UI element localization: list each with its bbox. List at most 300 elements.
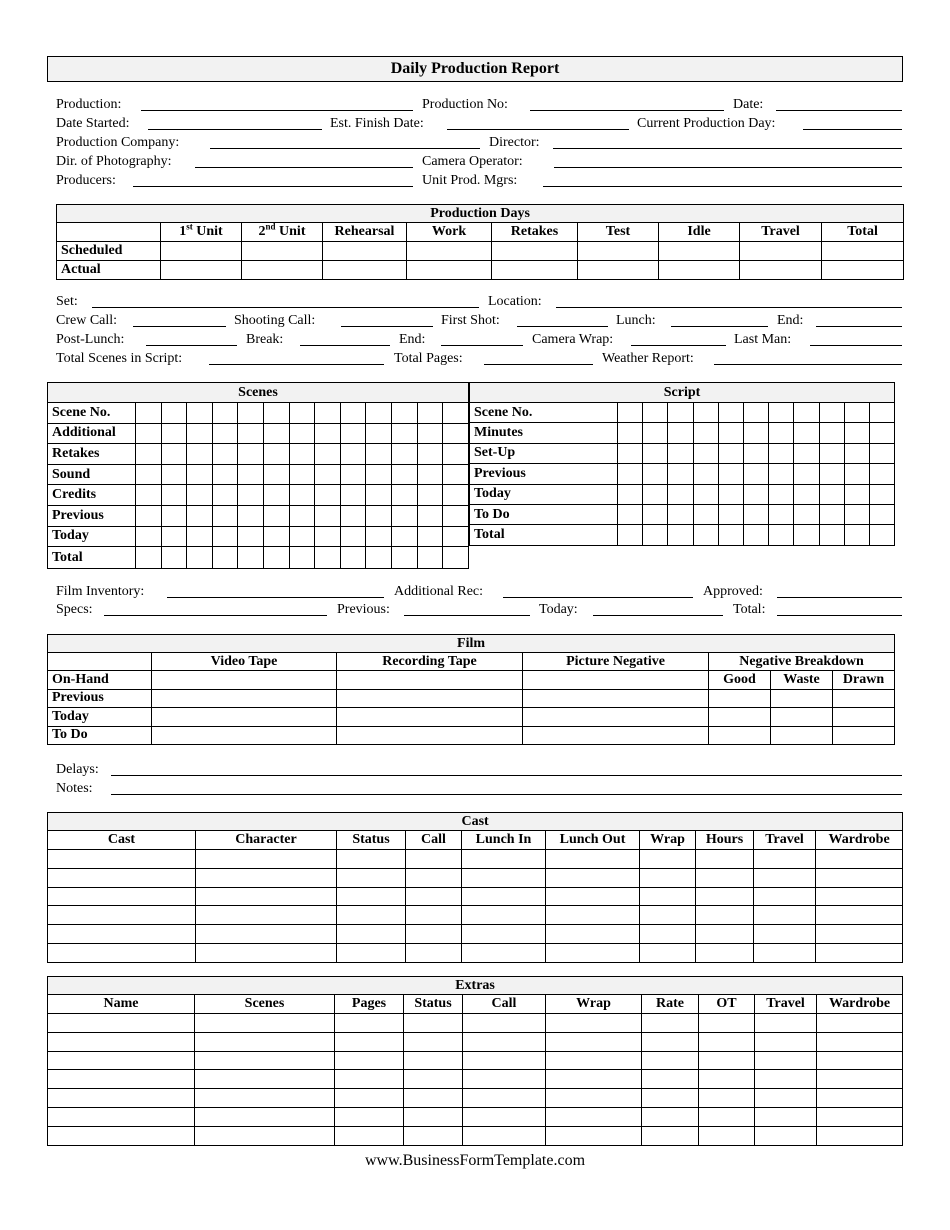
entry-cell[interactable] (668, 443, 693, 463)
entry-cell[interactable] (48, 925, 196, 944)
entry-cell[interactable] (404, 1051, 463, 1070)
entry-cell[interactable] (212, 547, 238, 569)
entry-cell[interactable] (578, 242, 659, 261)
entry-cell[interactable] (417, 403, 443, 424)
entry-cell[interactable] (161, 505, 187, 526)
entry-cell[interactable] (743, 525, 768, 545)
entry-cell[interactable] (404, 1032, 463, 1051)
entry-cell[interactable] (315, 485, 341, 506)
entry-cell[interactable] (699, 1014, 755, 1033)
entry-cell[interactable] (699, 1089, 755, 1108)
dop-field[interactable] (195, 167, 413, 168)
entry-cell[interactable] (212, 526, 238, 547)
entry-cell[interactable] (718, 484, 743, 504)
entry-cell[interactable] (366, 444, 392, 465)
entry-cell[interactable] (161, 261, 242, 280)
entry-cell[interactable] (492, 261, 578, 280)
entry-cell[interactable] (718, 403, 743, 423)
entry-cell[interactable] (755, 1107, 817, 1126)
delays-field[interactable] (111, 775, 902, 776)
entry-cell[interactable] (242, 261, 323, 280)
entry-cell[interactable] (264, 464, 290, 485)
entry-cell[interactable] (618, 504, 643, 524)
entry-cell[interactable] (754, 925, 816, 944)
entry-cell[interactable] (668, 403, 693, 423)
entry-cell[interactable] (754, 943, 816, 962)
entry-cell[interactable] (755, 1051, 817, 1070)
entry-cell[interactable] (187, 444, 213, 465)
entry-cell[interactable] (709, 726, 771, 745)
entry-cell[interactable] (642, 1107, 699, 1126)
entry-cell[interactable] (693, 403, 718, 423)
entry-cell[interactable] (816, 850, 903, 869)
entry-cell[interactable] (48, 1070, 195, 1089)
entry-cell[interactable] (443, 464, 469, 485)
entry-cell[interactable] (406, 868, 462, 887)
entry-cell[interactable] (817, 1126, 903, 1145)
entry-cell[interactable] (289, 423, 315, 444)
entry-cell[interactable] (136, 547, 162, 569)
entry-cell[interactable] (264, 444, 290, 465)
entry-cell[interactable] (136, 485, 162, 506)
entry-cell[interactable] (546, 1126, 642, 1145)
entry-cell[interactable] (754, 868, 816, 887)
entry-cell[interactable] (463, 1051, 546, 1070)
entry-cell[interactable] (443, 505, 469, 526)
entry-cell[interactable] (391, 423, 417, 444)
entry-cell[interactable] (48, 1089, 195, 1108)
entry-cell[interactable] (794, 464, 819, 484)
entry-cell[interactable] (48, 943, 196, 962)
entry-cell[interactable] (406, 906, 462, 925)
entry-cell[interactable] (212, 464, 238, 485)
entry-cell[interactable] (238, 505, 264, 526)
entry-cell[interactable] (212, 505, 238, 526)
entry-cell[interactable] (816, 906, 903, 925)
entry-cell[interactable] (443, 403, 469, 424)
entry-cell[interactable] (315, 505, 341, 526)
entry-cell[interactable] (196, 943, 337, 962)
entry-cell[interactable] (817, 1014, 903, 1033)
entry-cell[interactable] (642, 1126, 699, 1145)
entry-cell[interactable] (523, 671, 709, 690)
entry-cell[interactable] (668, 504, 693, 524)
entry-cell[interactable] (546, 1014, 642, 1033)
entry-cell[interactable] (819, 484, 844, 504)
entry-cell[interactable] (699, 1070, 755, 1089)
entry-cell[interactable] (417, 547, 443, 569)
entry-cell[interactable] (264, 505, 290, 526)
entry-cell[interactable] (136, 423, 162, 444)
entry-cell[interactable] (340, 505, 366, 526)
entry-cell[interactable] (366, 423, 392, 444)
entry-cell[interactable] (289, 444, 315, 465)
est-finish-field[interactable] (447, 129, 629, 130)
entry-cell[interactable] (315, 444, 341, 465)
entry-cell[interactable] (769, 443, 794, 463)
entry-cell[interactable] (366, 464, 392, 485)
entry-cell[interactable] (195, 1051, 335, 1070)
entry-cell[interactable] (643, 403, 668, 423)
entry-cell[interactable] (443, 444, 469, 465)
entry-cell[interactable] (640, 906, 696, 925)
entry-cell[interactable] (869, 525, 894, 545)
entry-cell[interactable] (769, 504, 794, 524)
entry-cell[interactable] (337, 671, 523, 690)
entry-cell[interactable] (618, 464, 643, 484)
entry-cell[interactable] (337, 943, 406, 962)
entry-cell[interactable] (718, 423, 743, 443)
entry-cell[interactable] (668, 464, 693, 484)
specs-field[interactable] (104, 615, 327, 616)
entry-cell[interactable] (844, 403, 869, 423)
entry-cell[interactable] (755, 1126, 817, 1145)
entry-cell[interactable] (794, 443, 819, 463)
entry-cell[interactable] (699, 1051, 755, 1070)
entry-cell[interactable] (819, 423, 844, 443)
entry-cell[interactable] (794, 423, 819, 443)
entry-cell[interactable] (844, 525, 869, 545)
entry-cell[interactable] (152, 671, 337, 690)
entry-cell[interactable] (289, 526, 315, 547)
entry-cell[interactable] (462, 943, 546, 962)
entry-cell[interactable] (335, 1032, 404, 1051)
set-field[interactable] (92, 307, 479, 308)
entry-cell[interactable] (195, 1032, 335, 1051)
entry-cell[interactable] (337, 689, 523, 708)
entry-cell[interactable] (869, 464, 894, 484)
last-man-field[interactable] (810, 345, 902, 346)
entry-cell[interactable] (391, 505, 417, 526)
entry-cell[interactable] (161, 403, 187, 424)
entry-cell[interactable] (463, 1070, 546, 1089)
entry-cell[interactable] (187, 526, 213, 547)
entry-cell[interactable] (618, 525, 643, 545)
entry-cell[interactable] (817, 1032, 903, 1051)
entry-cell[interactable] (161, 444, 187, 465)
entry-cell[interactable] (642, 1032, 699, 1051)
entry-cell[interactable] (668, 423, 693, 443)
entry-cell[interactable] (755, 1089, 817, 1108)
entry-cell[interactable] (668, 484, 693, 504)
entry-cell[interactable] (212, 444, 238, 465)
entry-cell[interactable] (195, 1089, 335, 1108)
entry-cell[interactable] (755, 1014, 817, 1033)
entry-cell[interactable] (264, 526, 290, 547)
entry-cell[interactable] (771, 708, 833, 727)
entry-cell[interactable] (366, 403, 392, 424)
entry-cell[interactable] (48, 906, 196, 925)
entry-cell[interactable] (238, 423, 264, 444)
entry-cell[interactable] (337, 850, 406, 869)
entry-cell[interactable] (48, 868, 196, 887)
entry-cell[interactable] (693, 464, 718, 484)
entry-cell[interactable] (462, 887, 546, 906)
entry-cell[interactable] (337, 868, 406, 887)
entry-cell[interactable] (618, 443, 643, 463)
entry-cell[interactable] (640, 943, 696, 962)
entry-cell[interactable] (406, 925, 462, 944)
entry-cell[interactable] (366, 526, 392, 547)
entry-cell[interactable] (136, 403, 162, 424)
entry-cell[interactable] (743, 484, 768, 504)
entry-cell[interactable] (161, 242, 242, 261)
total-field[interactable] (777, 615, 902, 616)
entry-cell[interactable] (391, 464, 417, 485)
total-scenes-field[interactable] (209, 364, 384, 365)
entry-cell[interactable] (340, 485, 366, 506)
entry-cell[interactable] (618, 484, 643, 504)
entry-cell[interactable] (315, 403, 341, 424)
entry-cell[interactable] (289, 505, 315, 526)
entry-cell[interactable] (769, 484, 794, 504)
entry-cell[interactable] (48, 1032, 195, 1051)
entry-cell[interactable] (546, 1107, 642, 1126)
entry-cell[interactable] (407, 261, 492, 280)
entry-cell[interactable] (195, 1070, 335, 1089)
entry-cell[interactable] (696, 943, 754, 962)
entry-cell[interactable] (443, 547, 469, 569)
entry-cell[interactable] (743, 504, 768, 524)
entry-cell[interactable] (391, 547, 417, 569)
entry-cell[interactable] (238, 547, 264, 569)
entry-cell[interactable] (699, 1032, 755, 1051)
entry-cell[interactable] (48, 887, 196, 906)
entry-cell[interactable] (771, 689, 833, 708)
entry-cell[interactable] (546, 1032, 642, 1051)
entry-cell[interactable] (718, 525, 743, 545)
today-field[interactable] (593, 615, 723, 616)
entry-cell[interactable] (693, 484, 718, 504)
previous-field[interactable] (404, 615, 530, 616)
entry-cell[interactable] (187, 485, 213, 506)
entry-cell[interactable] (718, 464, 743, 484)
entry-cell[interactable] (289, 464, 315, 485)
entry-cell[interactable] (335, 1051, 404, 1070)
entry-cell[interactable] (323, 261, 407, 280)
entry-cell[interactable] (391, 485, 417, 506)
entry-cell[interactable] (136, 464, 162, 485)
entry-cell[interactable] (161, 547, 187, 569)
entry-cell[interactable] (817, 1107, 903, 1126)
entry-cell[interactable] (693, 443, 718, 463)
entry-cell[interactable] (335, 1014, 404, 1033)
entry-cell[interactable] (212, 485, 238, 506)
approved-field[interactable] (777, 597, 902, 598)
entry-cell[interactable] (816, 925, 903, 944)
entry-cell[interactable] (366, 505, 392, 526)
entry-cell[interactable] (335, 1089, 404, 1108)
entry-cell[interactable] (659, 261, 740, 280)
entry-cell[interactable] (195, 1107, 335, 1126)
entry-cell[interactable] (404, 1107, 463, 1126)
entry-cell[interactable] (289, 403, 315, 424)
entry-cell[interactable] (196, 850, 337, 869)
production-no-field[interactable] (530, 110, 724, 111)
break-field[interactable] (300, 345, 390, 346)
entry-cell[interactable] (643, 464, 668, 484)
entry-cell[interactable] (740, 242, 822, 261)
entry-cell[interactable] (769, 403, 794, 423)
entry-cell[interactable] (238, 464, 264, 485)
entry-cell[interactable] (337, 887, 406, 906)
entry-cell[interactable] (417, 485, 443, 506)
entry-cell[interactable] (136, 505, 162, 526)
entry-cell[interactable] (640, 925, 696, 944)
entry-cell[interactable] (817, 1070, 903, 1089)
entry-cell[interactable] (546, 1070, 642, 1089)
entry-cell[interactable] (822, 242, 904, 261)
entry-cell[interactable] (417, 464, 443, 485)
entry-cell[interactable] (578, 261, 659, 280)
entry-cell[interactable] (546, 925, 640, 944)
entry-cell[interactable] (640, 850, 696, 869)
additional-rec-field[interactable] (503, 597, 693, 598)
entry-cell[interactable] (417, 505, 443, 526)
entry-cell[interactable] (404, 1089, 463, 1108)
entry-cell[interactable] (819, 504, 844, 524)
entry-cell[interactable] (693, 504, 718, 524)
entry-cell[interactable] (743, 464, 768, 484)
entry-cell[interactable] (693, 525, 718, 545)
entry-cell[interactable] (289, 485, 315, 506)
entry-cell[interactable] (643, 504, 668, 524)
entry-cell[interactable] (391, 444, 417, 465)
entry-cell[interactable] (546, 943, 640, 962)
entry-cell[interactable] (337, 726, 523, 745)
entry-cell[interactable] (740, 261, 822, 280)
entry-cell[interactable] (238, 444, 264, 465)
entry-cell[interactable] (264, 403, 290, 424)
entry-cell[interactable] (187, 547, 213, 569)
entry-cell[interactable] (709, 708, 771, 727)
entry-cell[interactable] (696, 887, 754, 906)
entry-cell[interactable] (523, 708, 709, 727)
entry-cell[interactable] (755, 1070, 817, 1089)
weather-field[interactable] (714, 364, 902, 365)
entry-cell[interactable] (546, 1051, 642, 1070)
entry-cell[interactable] (406, 943, 462, 962)
entry-cell[interactable] (743, 423, 768, 443)
entry-cell[interactable] (754, 887, 816, 906)
entry-cell[interactable] (844, 464, 869, 484)
entry-cell[interactable] (659, 242, 740, 261)
entry-cell[interactable] (869, 504, 894, 524)
entry-cell[interactable] (844, 484, 869, 504)
entry-cell[interactable] (289, 547, 315, 569)
entry-cell[interactable] (187, 403, 213, 424)
entry-cell[interactable] (794, 504, 819, 524)
entry-cell[interactable] (816, 943, 903, 962)
entry-cell[interactable] (366, 485, 392, 506)
entry-cell[interactable] (161, 485, 187, 506)
entry-cell[interactable] (643, 423, 668, 443)
entry-cell[interactable] (315, 547, 341, 569)
entry-cell[interactable] (161, 464, 187, 485)
entry-cell[interactable] (264, 485, 290, 506)
entry-cell[interactable] (195, 1126, 335, 1145)
entry-cell[interactable] (463, 1014, 546, 1033)
entry-cell[interactable] (794, 525, 819, 545)
entry-cell[interactable] (152, 726, 337, 745)
entry-cell[interactable] (238, 526, 264, 547)
entry-cell[interactable] (48, 1014, 195, 1033)
entry-cell[interactable] (187, 423, 213, 444)
notes-field[interactable] (111, 794, 902, 795)
entry-cell[interactable] (463, 1032, 546, 1051)
date-started-field[interactable] (148, 129, 322, 130)
entry-cell[interactable] (743, 403, 768, 423)
entry-cell[interactable] (152, 708, 337, 727)
entry-cell[interactable] (337, 906, 406, 925)
entry-cell[interactable] (48, 1107, 195, 1126)
shooting-call-field[interactable] (341, 326, 433, 327)
entry-cell[interactable] (407, 242, 492, 261)
entry-cell[interactable] (844, 504, 869, 524)
entry-cell[interactable] (196, 868, 337, 887)
entry-cell[interactable] (187, 505, 213, 526)
entry-cell[interactable] (699, 1107, 755, 1126)
entry-cell[interactable] (816, 887, 903, 906)
entry-cell[interactable] (335, 1070, 404, 1089)
entry-cell[interactable] (833, 689, 895, 708)
entry-cell[interactable] (406, 887, 462, 906)
entry-cell[interactable] (187, 464, 213, 485)
company-field[interactable] (210, 148, 480, 149)
entry-cell[interactable] (743, 443, 768, 463)
location-field[interactable] (556, 307, 902, 308)
entry-cell[interactable] (816, 868, 903, 887)
entry-cell[interactable] (640, 887, 696, 906)
entry-cell[interactable] (643, 443, 668, 463)
entry-cell[interactable] (833, 708, 895, 727)
entry-cell[interactable] (769, 525, 794, 545)
entry-cell[interactable] (754, 906, 816, 925)
entry-cell[interactable] (771, 726, 833, 745)
entry-cell[interactable] (417, 423, 443, 444)
entry-cell[interactable] (264, 423, 290, 444)
entry-cell[interactable] (404, 1070, 463, 1089)
entry-cell[interactable] (642, 1051, 699, 1070)
entry-cell[interactable] (546, 1089, 642, 1108)
entry-cell[interactable] (136, 526, 162, 547)
entry-cell[interactable] (819, 525, 844, 545)
entry-cell[interactable] (161, 526, 187, 547)
entry-cell[interactable] (869, 484, 894, 504)
entry-cell[interactable] (417, 526, 443, 547)
entry-cell[interactable] (754, 850, 816, 869)
entry-cell[interactable] (523, 726, 709, 745)
entry-cell[interactable] (340, 403, 366, 424)
entry-cell[interactable] (794, 403, 819, 423)
camera-operator-field[interactable] (554, 167, 902, 168)
crew-call-field[interactable] (133, 326, 226, 327)
entry-cell[interactable] (212, 423, 238, 444)
director-field[interactable] (553, 148, 902, 149)
upm-field[interactable] (543, 186, 902, 187)
entry-cell[interactable] (340, 423, 366, 444)
entry-cell[interactable] (696, 906, 754, 925)
entry-cell[interactable] (463, 1126, 546, 1145)
entry-cell[interactable] (195, 1014, 335, 1033)
entry-cell[interactable] (718, 443, 743, 463)
entry-cell[interactable] (643, 525, 668, 545)
entry-cell[interactable] (443, 423, 469, 444)
entry-cell[interactable] (335, 1126, 404, 1145)
entry-cell[interactable] (819, 443, 844, 463)
entry-cell[interactable] (642, 1070, 699, 1089)
post-lunch-field[interactable] (146, 345, 237, 346)
